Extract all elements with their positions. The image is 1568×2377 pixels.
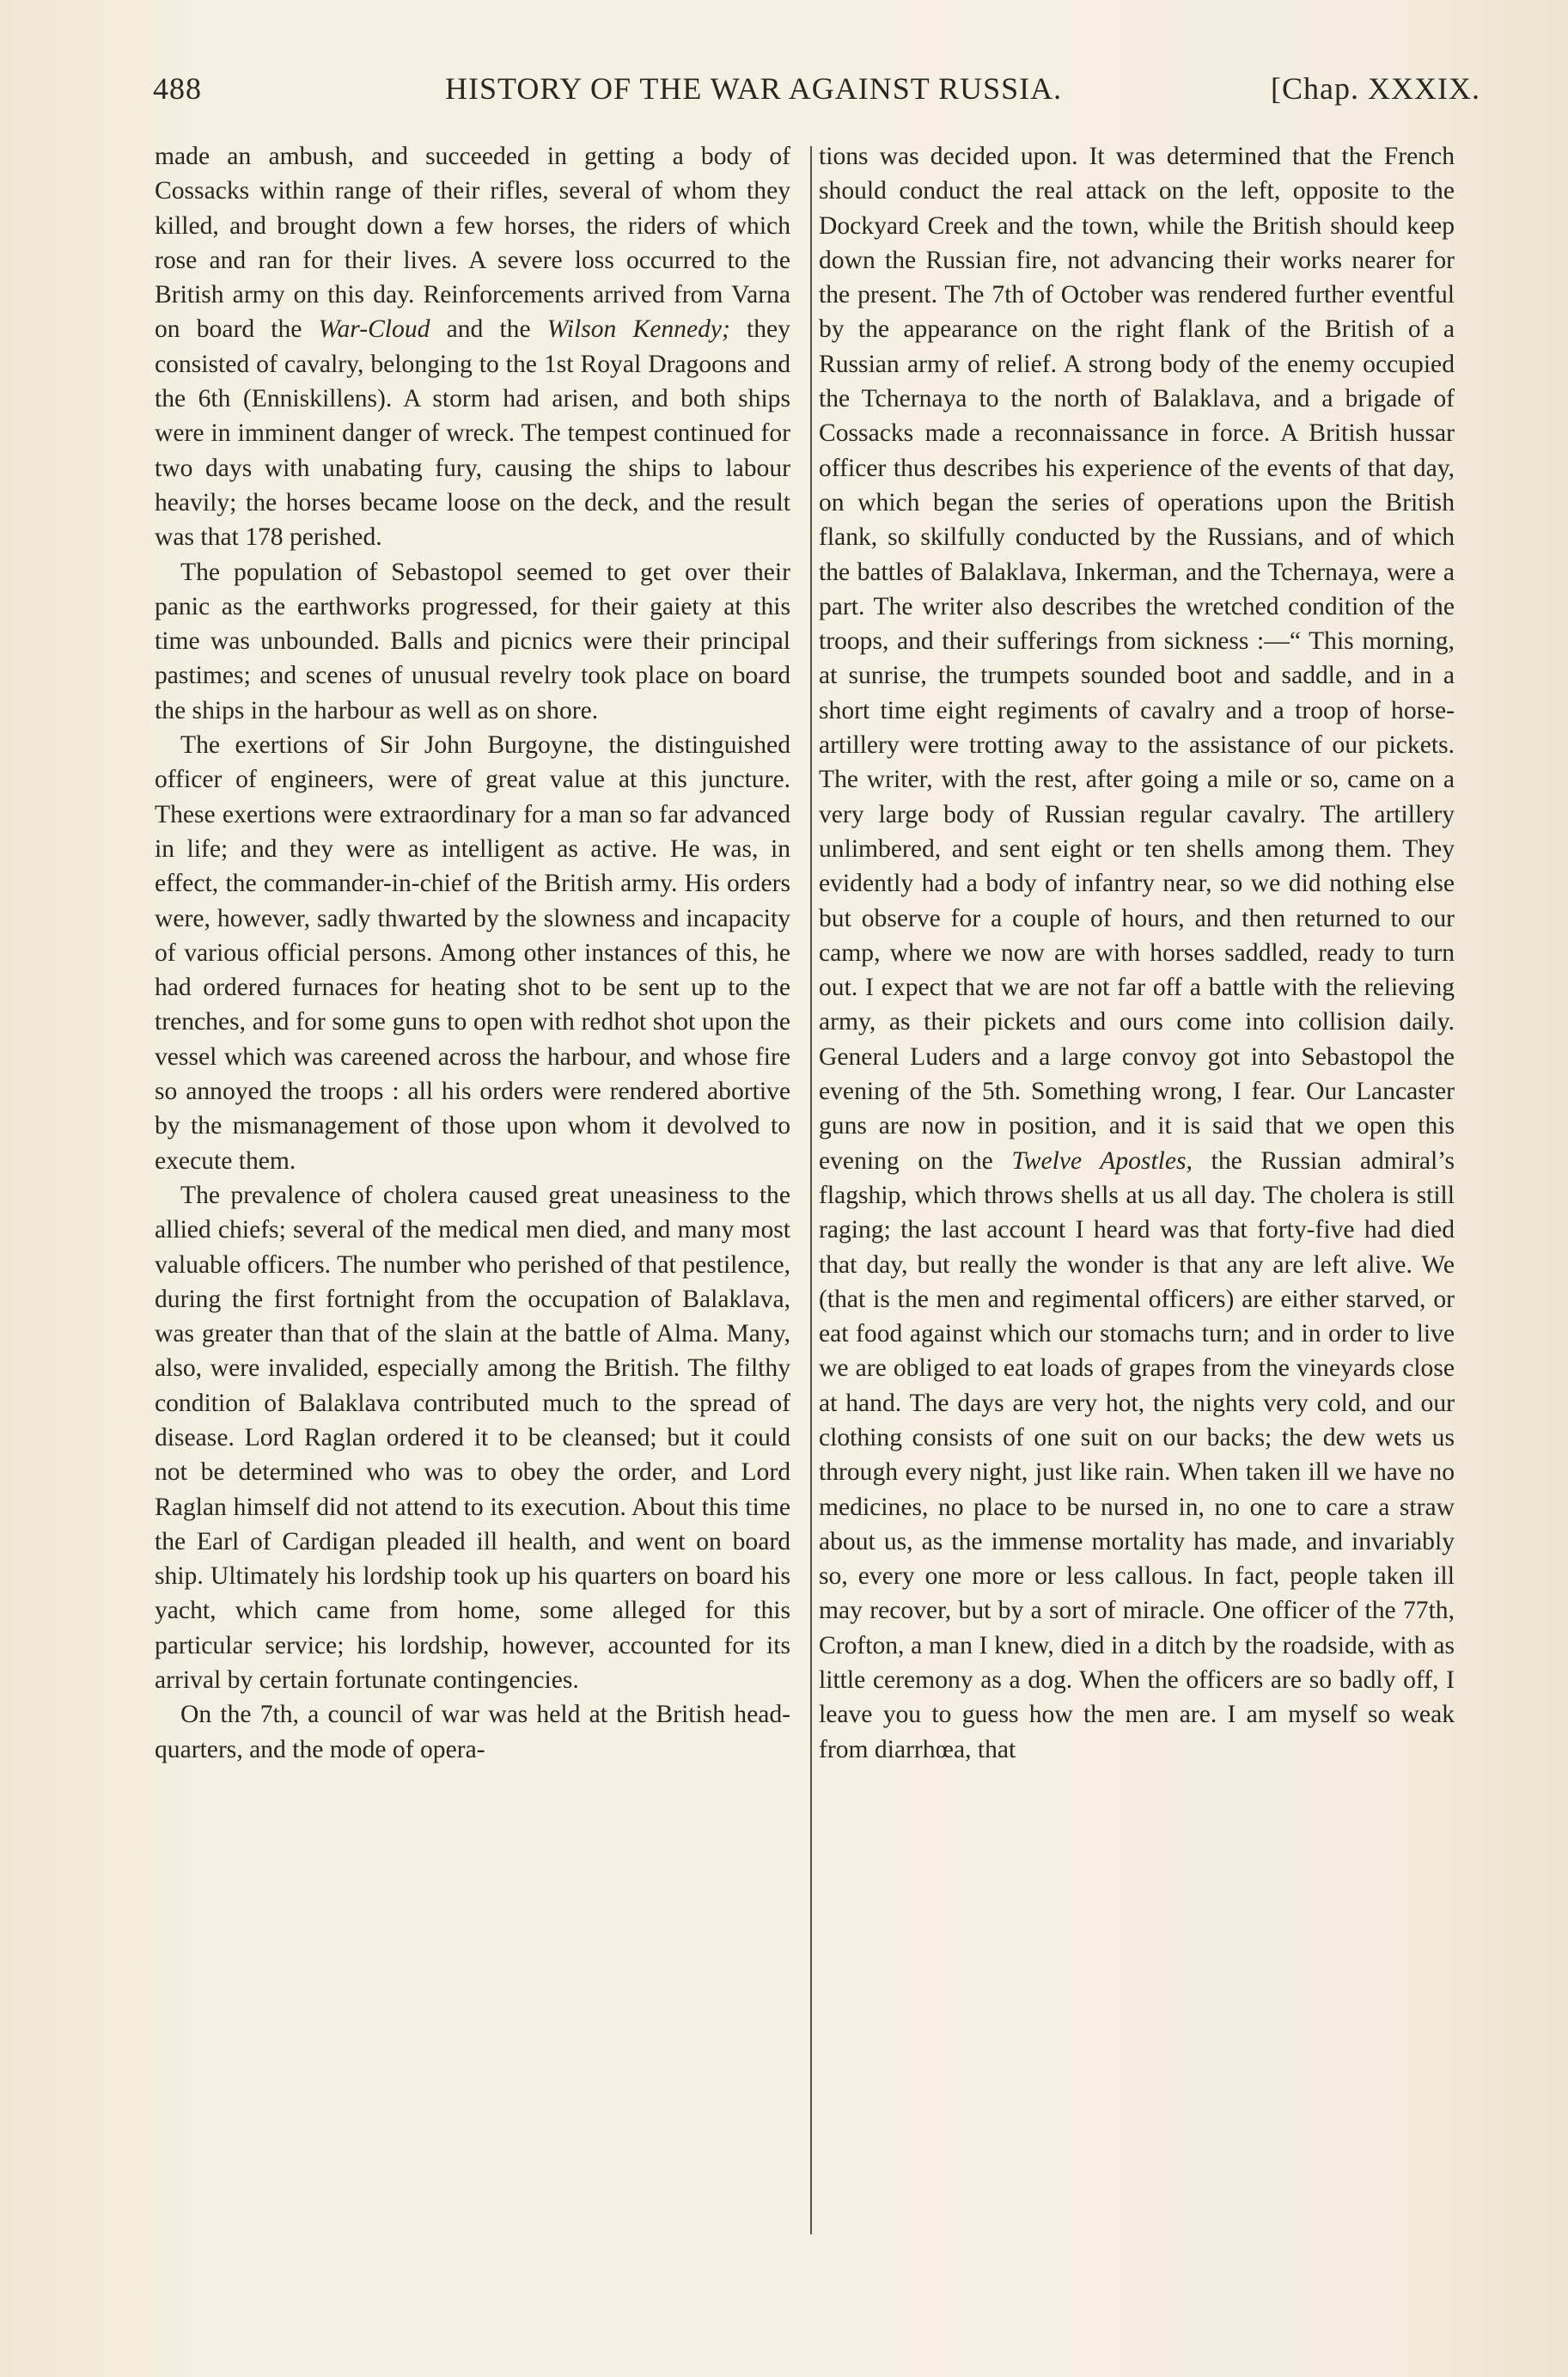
ship-name: Twelve Apostles,	[1011, 1146, 1193, 1175]
ship-name: Wilson Kennedy;	[546, 315, 730, 344]
text-run: the Russian admiral’s flagship, which throws shells at us all day. The cholera is still raging; the last account I heard was that forty-five had died that day, but really the wonder is that any are left alive. We (that is the men and regimental officers) are either starved, or eat food against which our stomachs turn; and in order to live we are obliged to eat loads of grapes from the vineyards close at hand. The days are very hot, the nights very cold, and our clothing consists of one suit on our backs; the dew wets us through every night, just like rain. When taken ill we have no medicines, no place to be nursed in, no one to care a straw about us, as the immense mortality has made, and invariably so, every one more or less callous. In fact, people taken ill may recover, but by a sort of miracle. One officer of the 77th, Crofton, a man I knew, died in a ditch by the roadside, with as little ceremony as a dog. When the officers are so badly off, I leave you to guess how the men are. I am myself so weak from diarrhœa, that	[819, 1146, 1455, 1763]
right-column	[819, 139, 1455, 1767]
left-paragraph-2: The population of Sebastopol seemed to get over their panic as the earthworks progressed, for their gaiety at this time was unbounded. Balls and picnics were their principal pastimes; and scenes of unusual revelry took place on board the ships in the harbour as well as on shore.	[155, 558, 790, 724]
ship-name: War-Cloud	[318, 315, 430, 344]
page-number: 488	[153, 71, 202, 106]
left-paragraph-5: On the 7th, a council of war was held at the British head-quarters, and the mode of opera-	[155, 1701, 790, 1763]
left-paragraph-3: The exertions of Sir John Burgoyne, the distinguished officer of engineers, were of great value at this juncture. These exertions were extraordinary for a man so far advanced in life; and they were as intelligent as active. He was, in effect, the commander-in-chief of the British army. His orders were, however, sadly thwarted by the slowness and incapacity of various official persons. Among other instances of this, he had ordered furnaces for heating shot to be sent up to the trenches, and for some guns to open with redhot shot upon the vessel which was careened across the harbour, and whose fire so annoyed the troops : all his orders were rendered abortive by the mismanagement of those upon whom it devolved to execute them.	[155, 731, 790, 1175]
running-title: HISTORY OF THE WAR AGAINST RUSSIA.	[445, 71, 1063, 106]
text-run: tions was decided upon. It was determined that the French should conduct the real attack on the left, opposite to the Dockyard Creek and the town, while the British should keep down the Russian fire, not advancing their works nearer for the present. The 7th of October was rendered further eventful by the appearance on the right flank of the British of a Russian army of relief. A strong body of the enemy occupied the Tchernaya to the north of Balaklava, and a brigade of Cossacks made a reconnaissance in force. A British hussar officer thus describes his experience of the events of that day, on which began the series of operations upon the British flank, so skilfully conducted by the Russians, and of which the battles of Balaklava, Inkerman, and the Tchernaya, were a part. The writer also describes the wretched condition of the troops, and their sufferings from sickness :—“ This morning, at sunrise, the trumpets sounded boot and saddle, and in a short time eight regiments of cavalry and a troop of horse-artillery were trotting away to the assistance of our pickets. The writer, with the rest, after going a mile or so, came on a very large body of Russian regular cavalry. The artillery unlimbered, and sent eight or ten shells among them. They evidently had a body of infantry near, so we did nothing else but observe for a couple of hours, and then returned to our camp, where we now are with horses saddled, ready to turn out. I expect that we are not far off a battle with the relieving army, as their pickets and ours come into collision daily. General Luders and a large convoy got into Sebastopol the evening of the 5th. Something wrong, I fear. Our Lancaster guns are now in position, and it is said that we open this evening on the	[819, 143, 1455, 1175]
text-run: and the	[430, 315, 547, 344]
column-divider	[810, 146, 812, 2234]
left-paragraph-1	[155, 139, 790, 555]
left-column	[155, 139, 790, 1767]
running-header	[153, 70, 1480, 122]
right-paragraph-1	[819, 139, 1455, 1767]
left-paragraph-4: The prevalence of cholera caused great uneasiness to the allied chiefs; several of the medical men died, and many most valuable officers. The number who perished of that pestilence, during the first fortnight from the occupation of Balaklava, was greater than that of the slain at the battle of Alma. Many, also, were invalided, especially among the British. The filthy condition of Balaklava contributed much to the spread of disease. Lord Raglan ordered it to be cleansed; but it could not be determined who was to obey the order, and Lord Raglan himself did not attend to its execution. About this time the Earl of Cardigan pleaded ill health, and went on board ship. Ultimately his lordship took up his quarters on board his yacht, which came from home, some alleged for this particular service; his lordship, however, accounted for its arrival by certain fortunate contingencies.	[155, 1181, 790, 1695]
chapter-label: [Chap. XXXIX.	[1271, 71, 1480, 106]
text-run: made an ambush, and succeeded in getting a body of Cossacks within range of their rifles, several of whom they killed, and brought down a few horses, the riders of which rose and ran for their lives. A severe loss occurred to the British army on this day. Reinforcements arrived from Varna on board the	[155, 143, 790, 344]
text-run: they consisted of cavalry, belonging to the 1st Royal Dragoons and the 6th (Enniskillens). A storm had arisen, and both ships were in imminent danger of wreck. The tempest continued for two days with unabating fury, causing the ships to labour heavily; the horses became loose on the deck, and the result was that 178 perished.	[155, 315, 790, 552]
